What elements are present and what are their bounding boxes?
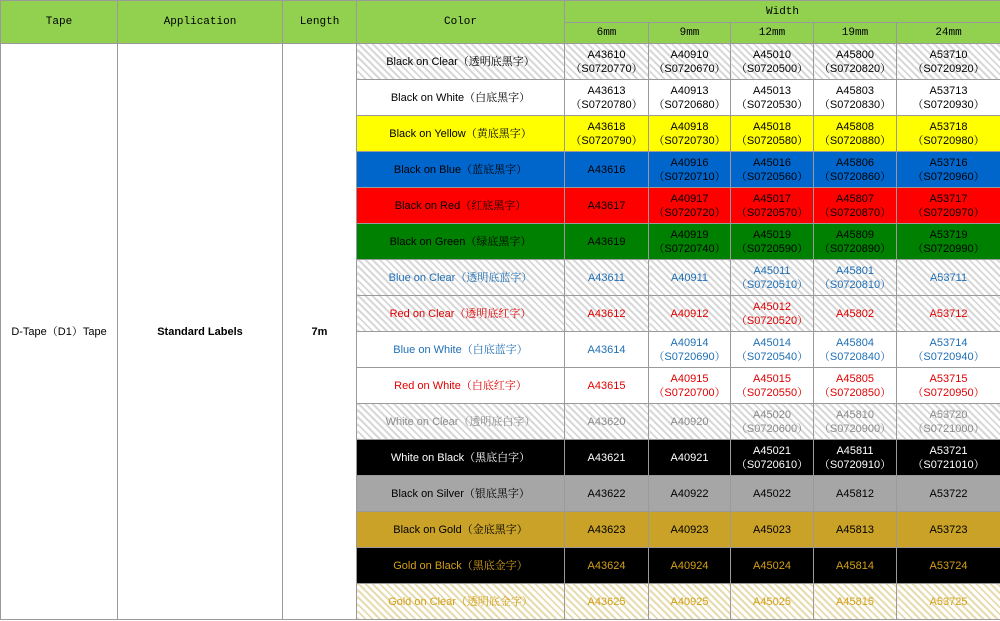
part-number-cell: [814, 188, 897, 224]
part-code: A53712: [929, 307, 968, 320]
part-number-cell: [897, 476, 1000, 512]
part-alt-code: （S0720510）: [735, 278, 809, 291]
color-label: Black on Silver（银底黑字）: [357, 476, 565, 512]
part-code: A45021: [753, 444, 791, 457]
part-alt-code: （S0720990）: [912, 242, 985, 255]
part-number-cell: [649, 224, 731, 260]
part-number-cell: [731, 512, 814, 548]
part-alt-code: （S0720780）: [570, 98, 643, 111]
header-width: Width: [565, 1, 1000, 23]
part-alt-code: （S0720890）: [818, 242, 892, 255]
part-number-cell: [565, 260, 649, 296]
part-code: A40914: [670, 336, 709, 349]
part-number-cell: [814, 296, 897, 332]
part-alt-code: （S0720570）: [735, 206, 809, 219]
part-code: A53716: [929, 156, 968, 169]
part-code: A45814: [836, 559, 874, 572]
part-number-cell: [565, 80, 649, 116]
part-code: A45017: [753, 192, 791, 205]
part-number-cell: [565, 332, 649, 368]
part-code: A45025: [753, 595, 791, 608]
part-alt-code: （S0720680）: [653, 98, 726, 111]
header-width-6mm: 6mm: [565, 23, 649, 44]
part-number-cell: [897, 80, 1000, 116]
part-code: A45810: [836, 408, 874, 421]
part-code: A43615: [587, 379, 626, 392]
part-code: A45016: [753, 156, 791, 169]
part-code: A45013: [753, 84, 791, 97]
part-alt-code: （S0720940）: [912, 350, 985, 363]
part-code: A40910: [670, 48, 709, 61]
part-number-cell: [814, 584, 897, 620]
part-alt-code: （S0720860）: [818, 170, 892, 183]
part-number-cell: [731, 404, 814, 440]
part-code: A45809: [836, 228, 874, 241]
color-label: Black on Green（绿底黑字）: [357, 224, 565, 260]
part-code: A45800: [836, 48, 874, 61]
part-code: A45813: [836, 523, 874, 536]
part-code: A40921: [670, 451, 709, 464]
part-code: A43613: [587, 84, 626, 97]
part-alt-code: （S0721000）: [912, 422, 985, 435]
part-code: A45812: [836, 487, 874, 500]
part-code: A45815: [836, 595, 874, 608]
part-code: A43612: [587, 307, 626, 320]
part-number-cell: [731, 440, 814, 476]
part-alt-code: （S0720500）: [735, 62, 809, 75]
part-number-cell: [565, 188, 649, 224]
part-number-cell: [814, 152, 897, 188]
part-code: A40922: [670, 487, 709, 500]
part-code: A45802: [836, 307, 874, 320]
part-number-cell: [649, 116, 731, 152]
part-number-cell: [814, 512, 897, 548]
part-code: A45024: [753, 559, 791, 572]
part-alt-code: （S0720610）: [735, 458, 809, 471]
part-alt-code: （S0720560）: [735, 170, 809, 183]
part-code: A45803: [836, 84, 874, 97]
part-number-cell: [731, 548, 814, 584]
part-code: A43617: [587, 199, 626, 212]
header-color: Color: [357, 1, 565, 44]
part-number-cell: [565, 584, 649, 620]
part-code: A53710: [929, 48, 968, 61]
part-number-cell: [649, 260, 731, 296]
part-code: A53725: [929, 595, 968, 608]
color-label: Black on Yellow（黄底黑字）: [357, 116, 565, 152]
part-code: A45807: [836, 192, 874, 205]
part-number-cell: [565, 44, 649, 80]
part-number-cell: [814, 80, 897, 116]
color-label: Gold on Black（黑底金字）: [357, 548, 565, 584]
part-alt-code: （S0720970）: [912, 206, 985, 219]
part-code: A43616: [587, 163, 626, 176]
part-number-cell: [649, 188, 731, 224]
part-number-cell: [814, 332, 897, 368]
part-code: A43623: [587, 523, 626, 536]
part-code: A40924: [670, 559, 709, 572]
part-number-cell: [565, 368, 649, 404]
part-alt-code: （S0720870）: [818, 206, 892, 219]
part-alt-code: （S0720690）: [653, 350, 726, 363]
part-code: A43614: [587, 343, 626, 356]
part-number-cell: [731, 224, 814, 260]
part-number-cell: [565, 224, 649, 260]
part-code: A45010: [753, 48, 791, 61]
part-alt-code: （S0720920）: [912, 62, 985, 75]
part-number-cell: [565, 440, 649, 476]
part-number-cell: [814, 404, 897, 440]
part-number-cell: [731, 80, 814, 116]
part-code: A40919: [670, 228, 709, 241]
part-number-cell: [897, 152, 1000, 188]
part-code: A43624: [587, 559, 626, 572]
cell-length: 7m: [283, 44, 357, 620]
part-code: A53722: [929, 487, 968, 500]
part-code: A53713: [929, 84, 968, 97]
part-alt-code: （S0720790）: [570, 134, 643, 147]
part-number-cell: [897, 584, 1000, 620]
part-number-cell: [565, 404, 649, 440]
part-number-cell: [565, 512, 649, 548]
part-code: A53724: [929, 559, 968, 572]
part-number-cell: [897, 224, 1000, 260]
part-number-cell: [897, 548, 1000, 584]
part-alt-code: （S0720850）: [818, 386, 892, 399]
part-number-cell: [897, 512, 1000, 548]
part-alt-code: （S0720900）: [818, 422, 892, 435]
part-code: A45805: [836, 372, 874, 385]
part-number-cell: [649, 296, 731, 332]
color-label: Red on Clear（透明底红字）: [357, 296, 565, 332]
part-alt-code: （S0720700）: [653, 386, 726, 399]
header-width-19mm: 19mm: [814, 23, 897, 44]
part-number-cell: [565, 296, 649, 332]
header-width-9mm: 9mm: [649, 23, 731, 44]
part-alt-code: （S0720810）: [818, 278, 892, 291]
part-code: A45014: [753, 336, 791, 349]
part-number-cell: [731, 332, 814, 368]
cell-application: Standard Labels: [118, 44, 283, 620]
part-alt-code: （S0720730）: [653, 134, 726, 147]
part-code: A53719: [929, 228, 968, 241]
color-label: Black on Blue（蓝底黑字）: [357, 152, 565, 188]
part-number-cell: [731, 584, 814, 620]
part-alt-code: （S0720840）: [818, 350, 892, 363]
part-code: A40925: [670, 595, 709, 608]
part-alt-code: （S0720820）: [818, 62, 892, 75]
part-code: A40918: [670, 120, 709, 133]
part-number-cell: [814, 440, 897, 476]
part-number-cell: [565, 476, 649, 512]
cell-tape: D-Tape（D1）Tape: [1, 44, 118, 620]
part-number-cell: [731, 152, 814, 188]
part-number-cell: [814, 368, 897, 404]
header-length: Length: [283, 1, 357, 44]
part-alt-code: （S0720580）: [735, 134, 809, 147]
part-alt-code: （S0720540）: [735, 350, 809, 363]
color-label: Blue on White（白底蓝字）: [357, 332, 565, 368]
part-number-cell: [897, 440, 1000, 476]
part-code: A45012: [753, 300, 791, 313]
part-code: A53711: [929, 271, 968, 284]
part-code: A53715: [929, 372, 968, 385]
part-code: A45022: [753, 487, 791, 500]
part-number-cell: [731, 116, 814, 152]
part-code: A40923: [670, 523, 709, 536]
part-alt-code: （S0720550）: [735, 386, 809, 399]
part-number-cell: [649, 512, 731, 548]
part-code: A40917: [670, 192, 709, 205]
part-code: A43620: [587, 415, 626, 428]
part-code: A43618: [587, 120, 626, 133]
part-number-cell: [649, 404, 731, 440]
part-alt-code: （S0720910）: [818, 458, 892, 471]
part-code: A45804: [836, 336, 874, 349]
color-label: Black on Clear（透明底黑字）: [357, 44, 565, 80]
part-number-cell: [565, 116, 649, 152]
part-alt-code: （S0720770）: [570, 62, 643, 75]
part-number-cell: [731, 368, 814, 404]
table-row: [1, 44, 1000, 80]
part-number-cell: [565, 548, 649, 584]
color-label: Red on White（白底红字）: [357, 368, 565, 404]
part-number-cell: [897, 44, 1000, 80]
part-code: A53718: [929, 120, 968, 133]
header-tape: Tape: [1, 1, 118, 44]
part-number-cell: [731, 260, 814, 296]
part-number-cell: [649, 584, 731, 620]
part-number-cell: [897, 116, 1000, 152]
part-code: A40913: [670, 84, 709, 97]
part-code: A40920: [670, 415, 709, 428]
part-alt-code: （S0720830）: [818, 98, 892, 111]
part-code: A45811: [836, 444, 874, 457]
part-alt-code: （S0720670）: [653, 62, 726, 75]
part-number-cell: [649, 152, 731, 188]
part-code: A45015: [753, 372, 791, 385]
header-width-24mm: 24mm: [897, 23, 1000, 44]
part-code: A45020: [753, 408, 791, 421]
part-alt-code: （S0720930）: [912, 98, 985, 111]
part-code: A40912: [670, 307, 709, 320]
part-number-cell: [731, 476, 814, 512]
color-label: White on Clear（透明底白字）: [357, 404, 565, 440]
part-code: A43622: [587, 487, 626, 500]
part-code: A45011: [753, 264, 791, 277]
part-number-cell: [649, 548, 731, 584]
part-number-cell: [897, 404, 1000, 440]
part-code: A53717: [929, 192, 968, 205]
part-number-cell: [897, 188, 1000, 224]
color-label: Blue on Clear（透明底蓝字）: [357, 260, 565, 296]
part-code: A43611: [587, 271, 626, 284]
part-number-cell: [814, 548, 897, 584]
part-alt-code: （S0720710）: [653, 170, 726, 183]
part-number-cell: [649, 440, 731, 476]
part-code: A53723: [929, 523, 968, 536]
part-code: A53721: [929, 444, 968, 457]
part-code: A43621: [587, 451, 626, 464]
part-code: A40915: [670, 372, 709, 385]
part-alt-code: （S0720530）: [735, 98, 809, 111]
header-application: Application: [118, 1, 283, 44]
part-code: A45808: [836, 120, 874, 133]
part-alt-code: （S0720880）: [818, 134, 892, 147]
part-number-cell: [814, 44, 897, 80]
part-code: A45018: [753, 120, 791, 133]
part-code: A40911: [670, 271, 709, 284]
part-number-cell: [649, 44, 731, 80]
part-alt-code: （S0720720）: [653, 206, 726, 219]
header-width-12mm: 12mm: [731, 23, 814, 44]
part-number-cell: [897, 296, 1000, 332]
color-label: Black on White（白底黑字）: [357, 80, 565, 116]
part-alt-code: （S0720980）: [912, 134, 985, 147]
part-number-cell: [814, 260, 897, 296]
color-label: Gold on Clear（透明底金字）: [357, 584, 565, 620]
part-alt-code: （S0721010）: [912, 458, 985, 471]
part-alt-code: （S0720600）: [735, 422, 809, 435]
part-number-cell: [731, 296, 814, 332]
part-code: A40916: [670, 156, 709, 169]
part-number-cell: [649, 476, 731, 512]
part-number-cell: [731, 188, 814, 224]
part-number-cell: [897, 332, 1000, 368]
part-number-cell: [649, 368, 731, 404]
part-code: A45023: [753, 523, 791, 536]
part-number-cell: [649, 332, 731, 368]
part-number-cell: [814, 224, 897, 260]
part-number-cell: [897, 368, 1000, 404]
part-alt-code: （S0720950）: [912, 386, 985, 399]
part-alt-code: （S0720590）: [735, 242, 809, 255]
part-number-cell: [649, 80, 731, 116]
part-code: A45019: [753, 228, 791, 241]
part-alt-code: （S0720960）: [912, 170, 985, 183]
part-code: A43619: [587, 235, 626, 248]
color-label: Black on Red（红底黑字）: [357, 188, 565, 224]
part-number-cell: [731, 44, 814, 80]
part-code: A43610: [587, 48, 626, 61]
part-code: A43625: [587, 595, 626, 608]
part-code: A53714: [929, 336, 968, 349]
part-number-cell: [565, 152, 649, 188]
part-alt-code: （S0720740）: [653, 242, 726, 255]
part-number-cell: [814, 476, 897, 512]
color-label: Black on Gold（金底黑字）: [357, 512, 565, 548]
part-code: A45806: [836, 156, 874, 169]
part-alt-code: （S0720520）: [735, 314, 809, 327]
part-code: A45801: [836, 264, 874, 277]
color-label: White on Black（黑底白字）: [357, 440, 565, 476]
part-number-cell: [814, 116, 897, 152]
part-code: A53720: [929, 408, 968, 421]
part-number-cell: [897, 260, 1000, 296]
